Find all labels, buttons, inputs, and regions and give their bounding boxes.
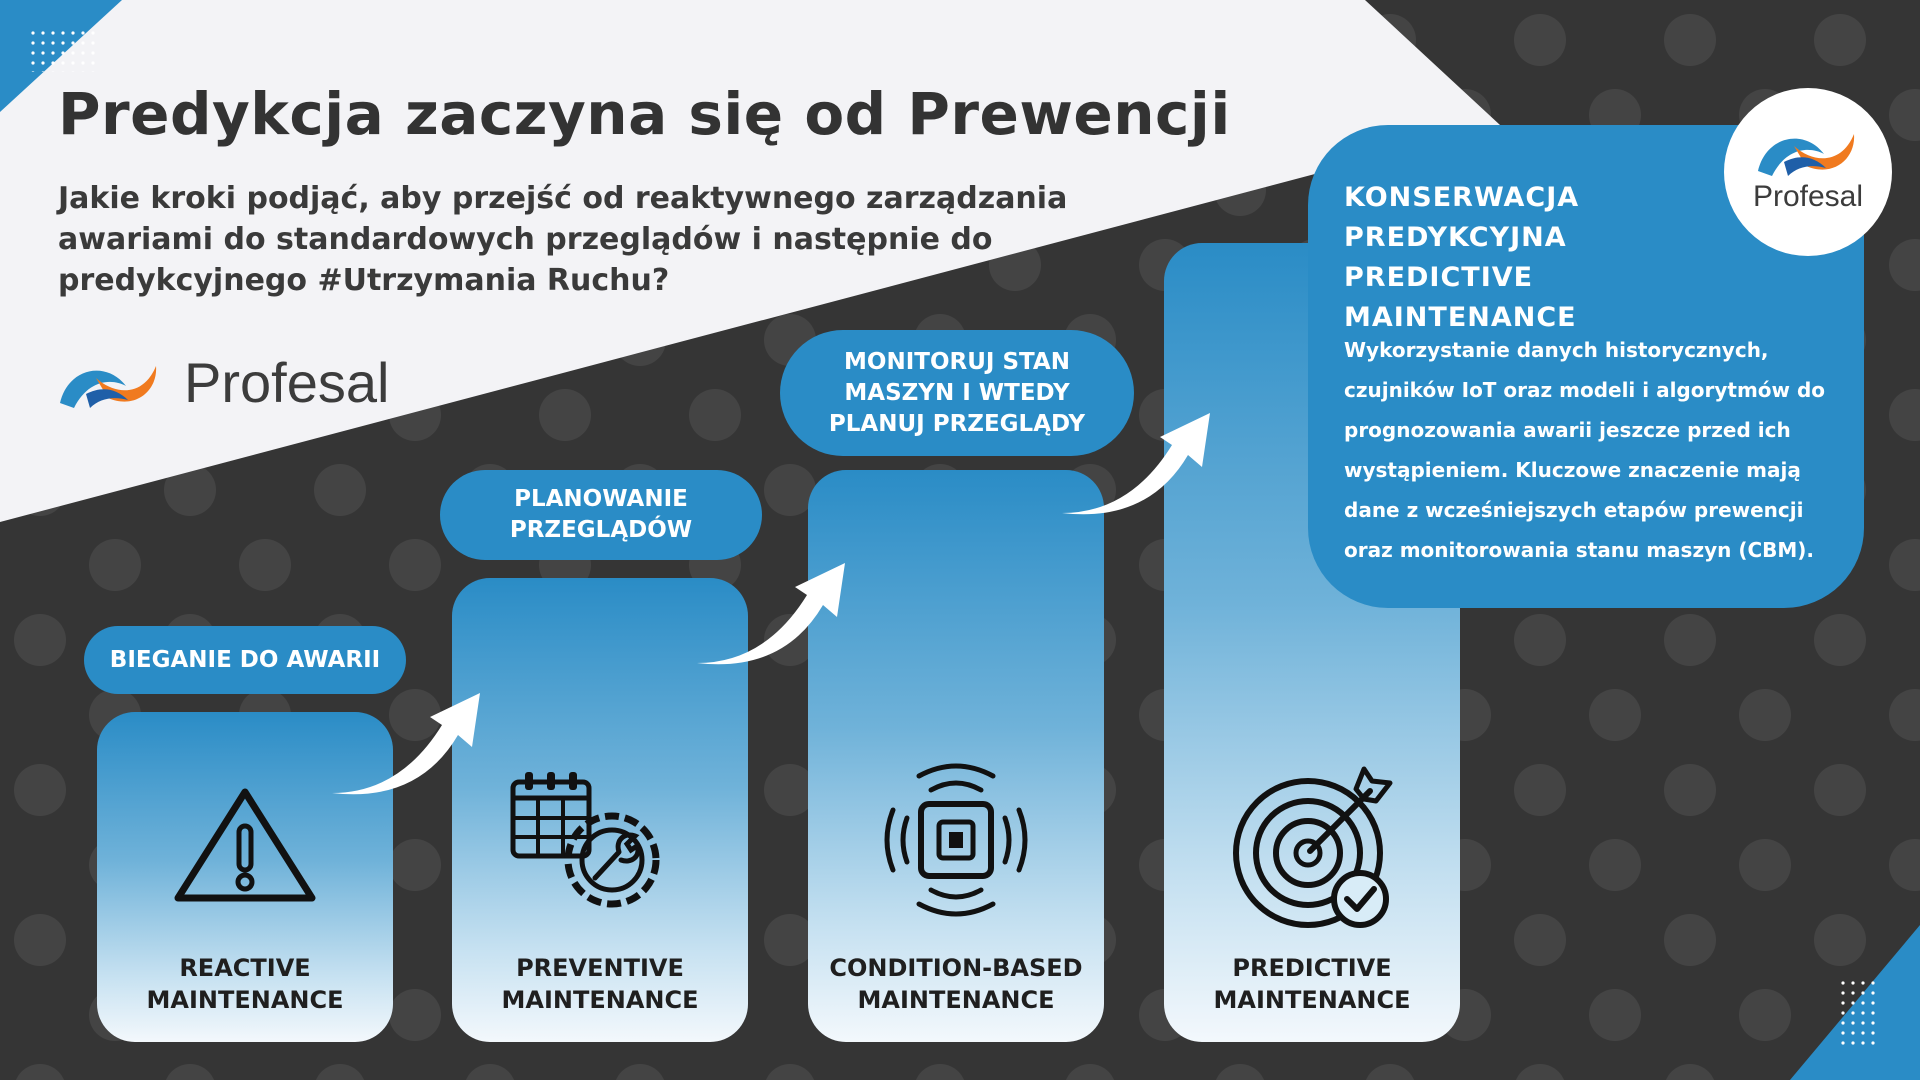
stage-3-label-line-1: CONDITION-BASED — [829, 954, 1083, 982]
stage-1-label — [97, 952, 393, 1016]
predictive-card-title-line-2: PREDYKCYJNA — [1344, 222, 1567, 253]
stage-3-pill-line-2: MASZYN I WTEDY — [844, 379, 1070, 406]
stage-4-label — [1164, 952, 1460, 1016]
target-icon — [1230, 763, 1400, 933]
page-subtitle: Jakie kroki podjąć, aby przejść od reaktywnego zarządzania awariami do standardowych przeglądów i następnie do predykcyjnego #Utrzymania Ruchu? — [58, 181, 1068, 298]
stage-2-label-line-2: MAINTENANCE — [501, 986, 699, 1014]
stage-2-pill-line-2: PRZEGLĄDÓW — [509, 517, 693, 543]
stage-2-pill — [440, 470, 762, 560]
profesal-logo-text: Profesal — [184, 351, 390, 414]
stage-3-label — [808, 952, 1104, 1016]
sensor-icon — [871, 760, 1041, 920]
predictive-card-title-line-1: KONSERWACJA — [1344, 182, 1580, 213]
profesal-badge — [1724, 88, 1892, 256]
stage-3-label-line-2: MAINTENANCE — [857, 986, 1055, 1014]
stage-3-pill-line-3: PLANUJ PRZEGLĄDY — [828, 410, 1086, 437]
stage-1-pill — [84, 626, 406, 694]
warning-icon — [170, 786, 320, 906]
stage-2-label-line-1: PREVENTIVE — [516, 954, 684, 982]
predictive-card-title-line-3: PREDICTIVE MAINTENANCE — [1344, 262, 1577, 333]
predictive-card-title — [1344, 178, 1764, 338]
profesal-badge-text: Profesal — [1752, 180, 1864, 213]
arrow-icon-3 — [1060, 405, 1220, 525]
predictive-card-description: Wykorzystanie danych historycznych, czujników IoT oraz modeli i algorytmów do prognozowania awarii jeszcze przed ich wystąpieniem. Kluczowe znaczenie mają dane z wcześniejszych etapów prewencji oraz monitorowania stanu maszyn (CBM). — [1344, 338, 1826, 562]
stage-3-pill-line-1: MONITORUJ STAN — [844, 348, 1070, 375]
page-title: Predykcja zaczyna się od Prewencji — [58, 80, 1231, 148]
stage-2-label — [452, 952, 748, 1016]
profesal-logo-icon — [56, 348, 166, 418]
stage-4-label-line-1: PREDICTIVE — [1232, 954, 1392, 982]
stage-1-pill-text: BIEGANIE DO AWARII — [109, 646, 381, 673]
stage-1-label-line-2: MAINTENANCE — [146, 986, 344, 1014]
arrow-icon-1 — [330, 685, 490, 805]
stage-2-pill-line-1: PLANOWANIE — [514, 486, 688, 512]
stage-1-label-line-1: REACTIVE — [179, 954, 311, 982]
stage-4-label-line-2: MAINTENANCE — [1213, 986, 1411, 1014]
profesal-logo — [56, 348, 416, 418]
calendar-gear-icon — [507, 770, 677, 920]
profesal-badge-icon — [1754, 116, 1864, 186]
arrow-icon-2 — [695, 555, 855, 675]
